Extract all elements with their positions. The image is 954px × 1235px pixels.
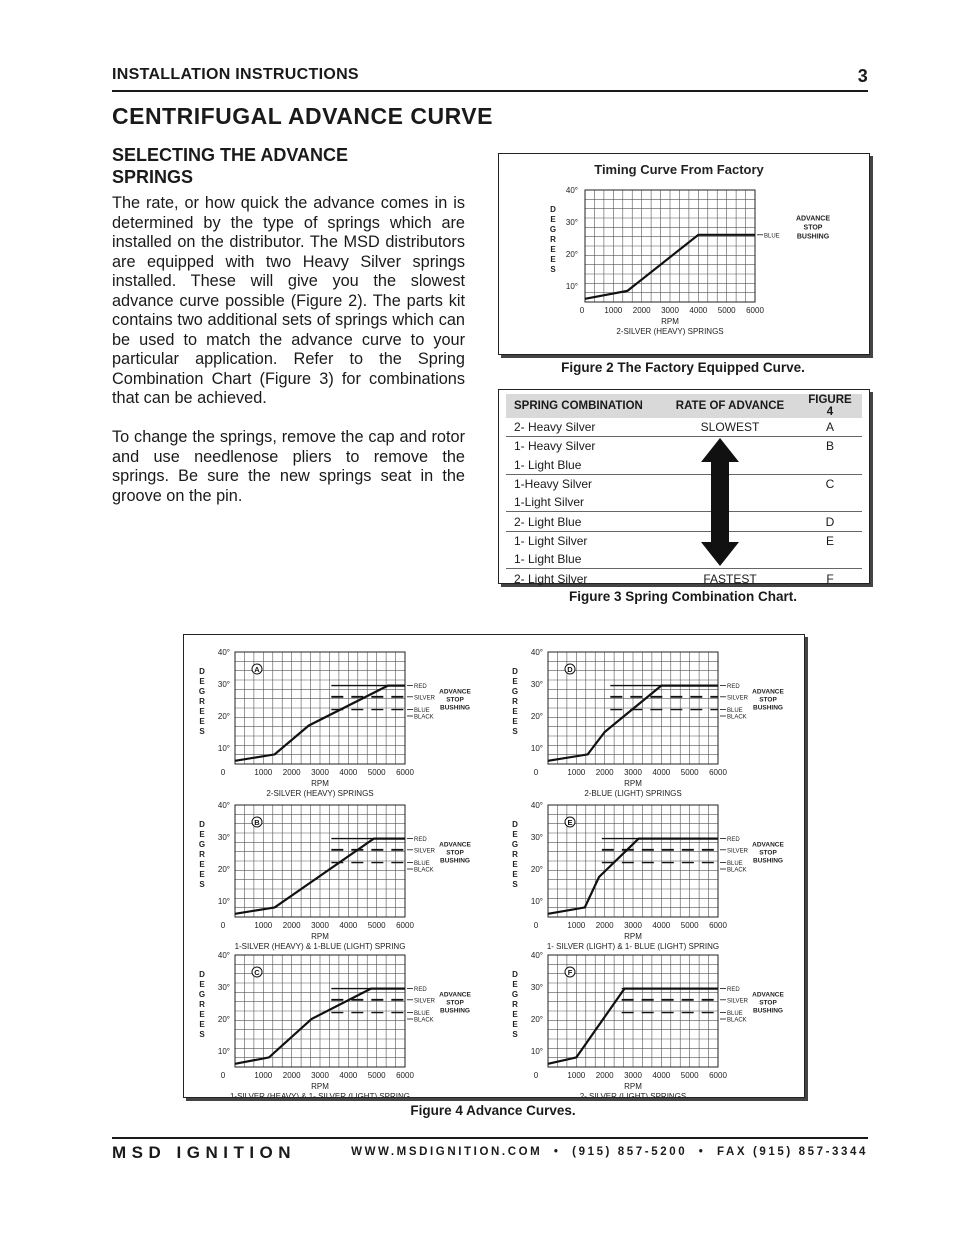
- stop-bushing-label: BUSHING: [440, 1007, 470, 1015]
- y-axis-letter: D: [199, 667, 205, 676]
- header-rule: [112, 90, 868, 92]
- stop-label: SILVER: [414, 998, 435, 1005]
- stop-label: SILVER: [727, 848, 748, 855]
- y-axis-letter: R: [512, 850, 518, 859]
- x-tick-label: 4000: [689, 306, 708, 315]
- x-tick-label: 6000: [709, 921, 727, 930]
- x-axis-label: RPM: [311, 779, 329, 788]
- x-tick-label: 0: [220, 1071, 226, 1080]
- y-axis-letter: G: [198, 990, 206, 999]
- y-tick-label: 20°: [530, 712, 543, 721]
- stop-bushing-label: ADVANCE: [752, 991, 784, 999]
- figure-3-box: [498, 389, 870, 584]
- x-tick-label: 2000: [632, 306, 651, 315]
- x-tick-label: 4000: [339, 1071, 358, 1080]
- stop-label: BLUE: [414, 1011, 430, 1018]
- x-axis-label: RPM: [311, 1082, 329, 1091]
- y-axis-letter: E: [550, 245, 556, 254]
- section-title: CENTRIFUGAL ADVANCE CURVE: [112, 103, 493, 129]
- page-header: [112, 66, 868, 84]
- stop-label: SILVER: [727, 695, 748, 702]
- y-axis-letter: E: [512, 1010, 518, 1019]
- x-tick-label: 1000: [254, 1071, 273, 1080]
- x-tick-label: 6000: [396, 1071, 414, 1080]
- y-axis-letter: E: [512, 980, 518, 989]
- chart-subtitle: 1-SILVER (HEAVY) & 1-BLUE (LIGHT) SPRING: [234, 942, 406, 951]
- x-tick-label: 3000: [661, 306, 679, 315]
- chart-D: [512, 648, 785, 798]
- y-tick-label: 40°: [217, 801, 230, 810]
- x-tick-label: 2000: [595, 921, 614, 930]
- x-axis-label: RPM: [624, 932, 642, 941]
- y-axis-letter: E: [512, 1020, 518, 1029]
- stop-label: RED: [414, 837, 427, 844]
- cell-figure: [798, 493, 862, 512]
- stop-label: BLUE: [727, 861, 743, 868]
- y-axis-letter: E: [550, 215, 556, 224]
- chart-subtitle: 2- SILVER (LIGHT) SPRINGS: [579, 1092, 687, 1097]
- x-tick-label: 5000: [367, 1071, 386, 1080]
- y-axis-letter: S: [512, 880, 518, 889]
- stop-label: RED: [727, 837, 740, 844]
- y-axis-letter: E: [199, 980, 205, 989]
- cell-figure: [798, 550, 862, 569]
- y-tick-label: 40°: [217, 648, 230, 657]
- stop-bushing-label: STOP: [803, 224, 823, 232]
- table-row: [506, 474, 862, 493]
- spring-combination-table: [506, 394, 862, 588]
- y-axis-letter: G: [549, 225, 557, 234]
- y-axis-letter: G: [511, 990, 519, 999]
- figure-4-box: [183, 634, 805, 1098]
- x-tick-label: 0: [579, 306, 585, 315]
- x-tick-label: 4000: [652, 768, 671, 777]
- stop-bushing-label: BUSHING: [440, 857, 470, 865]
- stop-bushing-label: BUSHING: [753, 857, 783, 865]
- y-tick-label: 10°: [217, 1047, 230, 1056]
- header-title: INSTALLATION INSTRUCTIONS: [112, 66, 359, 83]
- x-tick-label: 3000: [311, 1071, 329, 1080]
- cell-figure: D: [798, 512, 862, 531]
- x-tick-label: 3000: [311, 768, 329, 777]
- x-tick-label: 5000: [680, 768, 699, 777]
- y-tick-label: 10°: [217, 897, 230, 906]
- y-tick-label: 40°: [530, 648, 543, 657]
- y-axis-letter: S: [512, 1030, 518, 1039]
- table-row: [506, 418, 862, 437]
- footer-rule: [112, 1137, 868, 1139]
- table-row: [506, 550, 862, 569]
- stop-bushing-label: BUSHING: [440, 704, 470, 712]
- x-axis-label: RPM: [311, 932, 329, 941]
- y-tick-label: 20°: [217, 712, 230, 721]
- col-header-figure: FIGURE 4: [798, 394, 862, 418]
- figure-2-chart: [499, 154, 869, 354]
- y-tick-label: 30°: [217, 680, 230, 689]
- y-tick-label: 30°: [530, 833, 543, 842]
- x-tick-label: 2000: [282, 921, 301, 930]
- col-header-combination: SPRING COMBINATION: [506, 394, 662, 418]
- y-axis-letter: R: [550, 235, 556, 244]
- y-tick-label: 10°: [530, 897, 543, 906]
- x-tick-label: 5000: [680, 921, 699, 930]
- x-tick-label: 2000: [282, 1071, 301, 1080]
- y-axis-letter: D: [512, 667, 518, 676]
- table-row: [506, 569, 862, 588]
- y-tick-label: 10°: [217, 744, 230, 753]
- y-axis-letter: R: [512, 697, 518, 706]
- body-paragraph-2: To change the springs, remove the cap and rotor and use needlenose pliers to remove the springs. Be sure the new springs seat in the groove on the pin.: [112, 428, 465, 505]
- x-tick-label: 2000: [282, 768, 301, 777]
- chart-A: [199, 648, 472, 798]
- stop-label: BLACK: [727, 867, 747, 874]
- y-tick-label: 20°: [565, 250, 578, 259]
- chart-fig2: [550, 186, 830, 336]
- chart-subtitle: 2-SILVER (HEAVY) SPRINGS: [266, 789, 374, 798]
- y-axis-letter: E: [512, 860, 518, 869]
- stop-label: BLUE: [764, 233, 780, 240]
- y-axis-letter: R: [512, 1000, 518, 1009]
- stop-bushing-label: STOP: [446, 999, 464, 1007]
- figure-2-title: Timing Curve From Factory: [594, 162, 764, 177]
- y-axis-letter: E: [199, 1010, 205, 1019]
- y-tick-label: 20°: [217, 865, 230, 874]
- x-tick-label: 5000: [367, 921, 386, 930]
- cell-combination: 1- Light Blue: [506, 550, 662, 569]
- cell-combination: 2- Heavy Silver: [506, 418, 662, 437]
- y-axis-letter: D: [512, 970, 518, 979]
- stop-label: BLACK: [727, 1017, 747, 1024]
- x-tick-label: 5000: [367, 768, 386, 777]
- chart-F: [512, 951, 785, 1097]
- curve-id-letter: E: [567, 818, 573, 827]
- chart-subtitle: 2-BLUE (LIGHT) SPRINGS: [584, 789, 682, 798]
- x-tick-label: 2000: [595, 1071, 614, 1080]
- curve-id-letter: D: [567, 665, 573, 674]
- stop-bushing-label: BUSHING: [796, 233, 830, 241]
- y-axis-letter: E: [512, 717, 518, 726]
- stop-label: BLACK: [414, 1017, 434, 1024]
- cell-combination: 1- Light Blue: [506, 456, 662, 475]
- y-axis-letter: D: [512, 820, 518, 829]
- chart-E: [512, 801, 785, 951]
- curve-id-letter: A: [254, 665, 260, 674]
- x-tick-label: 6000: [709, 768, 727, 777]
- x-tick-label: 4000: [339, 921, 358, 930]
- x-tick-label: 3000: [624, 768, 642, 777]
- y-axis-letter: E: [199, 860, 205, 869]
- y-tick-label: 10°: [530, 1047, 543, 1056]
- x-tick-label: 4000: [652, 1071, 671, 1080]
- x-axis-label: RPM: [624, 1082, 642, 1091]
- y-axis-letter: E: [199, 870, 205, 879]
- footer-brand: MSD IGNITION: [112, 1143, 297, 1162]
- table-row: [506, 437, 862, 456]
- figure-3-caption: Figure 3 Spring Combination Chart.: [568, 589, 797, 604]
- y-tick-label: 40°: [530, 801, 543, 810]
- y-axis-letter: E: [199, 677, 205, 686]
- stop-bushing-label: STOP: [759, 999, 777, 1007]
- table-row: [506, 531, 862, 550]
- stop-label: BLACK: [414, 867, 434, 874]
- stop-label: SILVER: [414, 695, 435, 702]
- table-row: [506, 512, 862, 531]
- curve-id-letter: C: [254, 968, 260, 977]
- chart-subtitle: 1-SILVER (HEAVY) & 1- SILVER (LIGHT) SPRING: [229, 1092, 411, 1097]
- stop-bushing-label: STOP: [446, 696, 464, 704]
- body-paragraph-1: The rate, or how quick the advance comes in is determined by the type of springs which are installed on the distributor. The MSD distributors are equipped with two Heavy Silver springs installed. These will give you the slowest advance curve possible (Figure 2). The parts kit contains two additional sets of springs which can be used to match the advance curve to your particular application. Refer to the Spring Combination Chart (Figure 3) for combinations that can be achieved.: [112, 194, 465, 407]
- stop-label: BLACK: [727, 714, 747, 721]
- stop-bushing-label: ADVANCE: [439, 841, 471, 849]
- x-tick-label: 0: [533, 768, 539, 777]
- chart-C: [199, 951, 472, 1097]
- figure-2-box: [498, 153, 870, 355]
- page-number: 3: [857, 66, 868, 86]
- x-tick-label: 0: [220, 768, 226, 777]
- x-axis-label: RPM: [661, 317, 679, 326]
- y-axis-letter: R: [199, 850, 205, 859]
- y-tick-label: 10°: [565, 282, 578, 291]
- curve-id-letter: F: [567, 968, 573, 977]
- stop-bushing-label: ADVANCE: [439, 688, 471, 696]
- x-tick-label: 1000: [567, 1071, 586, 1080]
- y-axis-letter: E: [199, 707, 205, 716]
- x-tick-label: 0: [220, 921, 226, 930]
- cell-figure: [798, 456, 862, 475]
- cell-rate: SLOWEST: [662, 418, 798, 437]
- stop-label: RED: [414, 987, 427, 994]
- cell-rate: FASTEST: [703, 571, 757, 586]
- stop-label: BLACK: [414, 714, 434, 721]
- figure-4-caption: Figure 4 Advance Curves.: [410, 1103, 576, 1118]
- y-axis-letter: E: [512, 677, 518, 686]
- x-tick-label: 4000: [652, 921, 671, 930]
- stop-bushing-label: ADVANCE: [795, 215, 831, 223]
- x-tick-label: 0: [533, 1071, 539, 1080]
- cell-combination: 1-Light Silver: [506, 493, 662, 512]
- stop-bushing-label: STOP: [759, 696, 777, 704]
- y-axis-letter: E: [512, 707, 518, 716]
- cell-combination: 2- Light Blue: [506, 512, 662, 531]
- cell-figure: B: [825, 439, 834, 454]
- y-axis-letter: S: [199, 880, 205, 889]
- x-tick-label: 3000: [624, 921, 642, 930]
- x-tick-label: 3000: [311, 921, 329, 930]
- table-row: [506, 456, 862, 475]
- x-tick-label: 6000: [396, 768, 414, 777]
- cell-combination: 1- Heavy Silver: [514, 439, 596, 454]
- stop-label: SILVER: [414, 848, 435, 855]
- y-axis-letter: G: [198, 840, 206, 849]
- y-axis-letter: D: [199, 820, 205, 829]
- x-tick-label: 1000: [254, 768, 273, 777]
- cell-figure: A: [798, 418, 862, 437]
- y-tick-label: 40°: [565, 186, 578, 195]
- y-tick-label: 30°: [530, 680, 543, 689]
- y-axis-letter: E: [550, 255, 556, 264]
- y-tick-label: 20°: [530, 865, 543, 874]
- y-tick-label: 20°: [217, 1015, 230, 1024]
- x-tick-label: 5000: [717, 306, 736, 315]
- cell-combination: 1-Heavy Silver: [514, 477, 593, 492]
- y-axis-letter: D: [199, 970, 205, 979]
- stop-bushing-label: BUSHING: [753, 704, 783, 712]
- y-axis-letter: E: [199, 1020, 205, 1029]
- x-tick-label: 6000: [746, 306, 764, 315]
- x-tick-label: 1000: [604, 306, 623, 315]
- stop-bushing-label: ADVANCE: [752, 688, 784, 696]
- stop-bushing-label: BUSHING: [753, 1007, 783, 1015]
- chart-subtitle: 1- SILVER (LIGHT) & 1- BLUE (LIGHT) SPRING: [546, 942, 720, 951]
- cell-figure: C: [825, 477, 835, 492]
- y-axis-letter: R: [199, 697, 205, 706]
- figure-4-charts: [184, 635, 804, 1097]
- y-axis-letter: G: [511, 687, 519, 696]
- table-row: [506, 493, 862, 512]
- stop-label: BLUE: [414, 861, 430, 868]
- chart-subtitle: 2-SILVER (HEAVY) SPRINGS: [616, 327, 724, 336]
- x-tick-label: 1000: [254, 921, 273, 930]
- stop-label: BLUE: [414, 708, 430, 715]
- y-axis-letter: G: [198, 687, 206, 696]
- chart-B: [199, 801, 472, 951]
- y-axis-letter: E: [512, 830, 518, 839]
- y-tick-label: 30°: [217, 833, 230, 842]
- footer-contact: WWW.MSDIGNITION.COM • (915) 857-5200 • FAX (915) 857-3344: [351, 1146, 868, 1158]
- cell-figure: F: [826, 571, 834, 586]
- stop-label: SILVER: [727, 998, 748, 1005]
- stop-label: BLUE: [727, 708, 743, 715]
- page-footer: [112, 1143, 868, 1163]
- y-tick-label: 30°: [217, 983, 230, 992]
- y-tick-label: 10°: [530, 744, 543, 753]
- cell-combination: 2- Light Silver: [514, 571, 588, 586]
- x-tick-label: 3000: [624, 1071, 642, 1080]
- stop-bushing-label: ADVANCE: [439, 991, 471, 999]
- stop-label: BLUE: [727, 1011, 743, 1018]
- y-tick-label: 20°: [530, 1015, 543, 1024]
- x-tick-label: 1000: [567, 921, 586, 930]
- rate-arrow-icon: [699, 438, 741, 566]
- cell-figure: E: [825, 533, 834, 548]
- y-axis-letter: S: [199, 1030, 205, 1039]
- stop-bushing-label: STOP: [446, 849, 464, 857]
- stop-bushing-label: ADVANCE: [752, 841, 784, 849]
- stop-bushing-label: STOP: [759, 849, 777, 857]
- curve-id-letter: B: [254, 818, 260, 827]
- y-axis-letter: E: [512, 870, 518, 879]
- y-tick-label: 30°: [565, 218, 578, 227]
- x-tick-label: 5000: [680, 1071, 699, 1080]
- x-tick-label: 4000: [339, 768, 358, 777]
- x-tick-label: 6000: [709, 1071, 727, 1080]
- y-axis-letter: R: [199, 1000, 205, 1009]
- y-axis-letter: S: [199, 727, 205, 736]
- y-tick-label: 40°: [217, 951, 230, 960]
- x-tick-label: 1000: [567, 768, 586, 777]
- col-header-rate: RATE OF ADVANCE: [662, 394, 798, 418]
- y-axis-letter: D: [550, 205, 556, 214]
- subsection-title: SELECTING THE ADVANCE SPRINGS: [112, 145, 349, 187]
- stop-label: RED: [727, 684, 740, 691]
- y-axis-letter: E: [199, 717, 205, 726]
- y-axis-letter: S: [512, 727, 518, 736]
- x-axis-label: RPM: [624, 779, 642, 788]
- figure-2-caption: Figure 2 The Factory Equipped Curve.: [561, 360, 805, 375]
- cell-combination: 1- Light Silver: [514, 533, 588, 548]
- y-tick-label: 30°: [530, 983, 543, 992]
- x-tick-label: 0: [533, 921, 539, 930]
- y-axis-letter: E: [199, 830, 205, 839]
- stop-label: RED: [727, 987, 740, 994]
- x-tick-label: 6000: [396, 921, 414, 930]
- stop-label: RED: [414, 684, 427, 691]
- y-axis-letter: S: [550, 265, 556, 274]
- y-axis-letter: G: [511, 840, 519, 849]
- x-tick-label: 2000: [595, 768, 614, 777]
- y-tick-label: 40°: [530, 951, 543, 960]
